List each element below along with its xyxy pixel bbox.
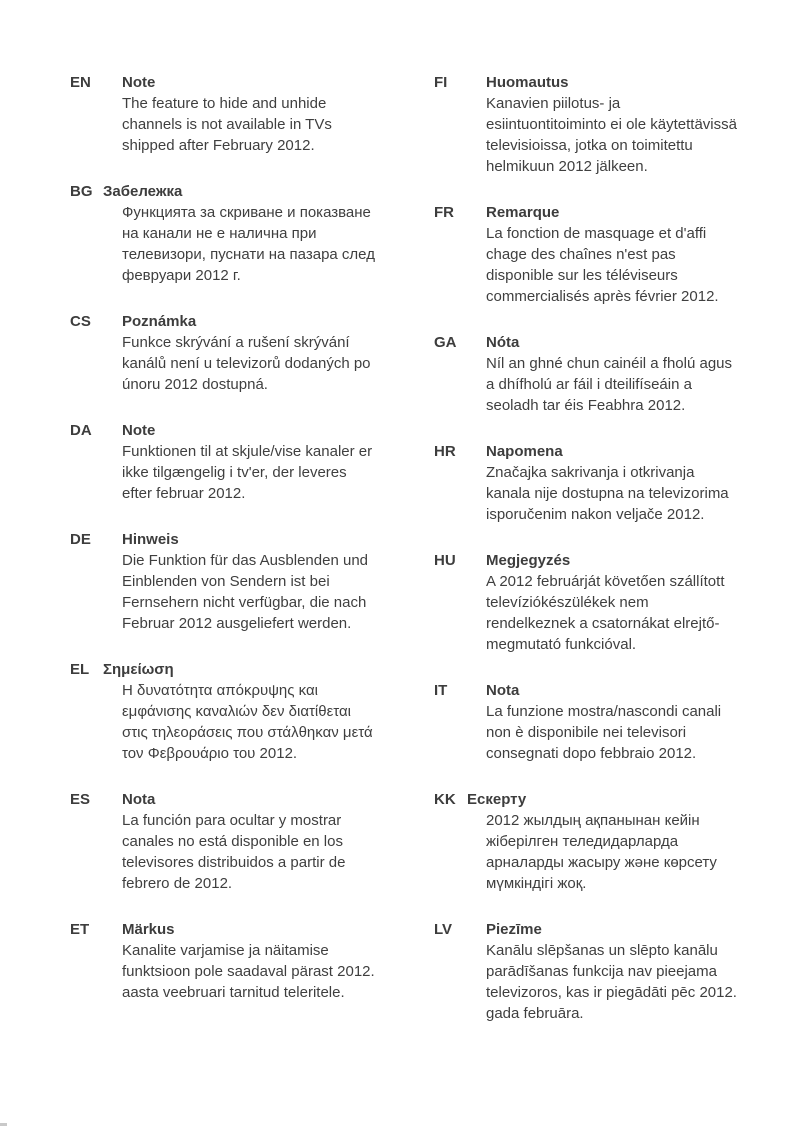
language-code: IT bbox=[434, 682, 448, 699]
note-heading: Poznámka bbox=[122, 313, 197, 330]
note-body: Níl an ghné chun cainéil a fholú agus a dhífholú ar fáil i dteilifíseáin a seoladh tar éis Feabhra 2012. bbox=[486, 355, 733, 414]
language-code: CS bbox=[70, 313, 91, 330]
note-entry-it bbox=[434, 680, 750, 764]
note-heading: Megjegyzés bbox=[486, 552, 571, 569]
note-heading: Nóta bbox=[486, 334, 520, 351]
note-body: Kanavien piilotus- ja esiintuontitoiminto ei ole käytettävissä televisioissa, jotka on toimitettu helmikuun 2012 jälkeen. bbox=[486, 95, 737, 175]
language-code: GA bbox=[434, 334, 457, 351]
note-body: Funkce skrývání a rušení skrývání kanálů není u televizorů dodaných po únoru 2012 dostupná. bbox=[122, 334, 371, 393]
note-entry-en bbox=[70, 72, 386, 156]
notes-column-right bbox=[434, 72, 750, 1049]
language-code: HR bbox=[434, 443, 456, 460]
language-code: EN bbox=[70, 74, 91, 91]
note-entry-fi bbox=[434, 72, 750, 177]
language-code: ET bbox=[70, 921, 90, 938]
note-entry-fr bbox=[434, 202, 750, 307]
note-body: Die Funktion für das Ausblenden und Einblenden von Sendern ist bei Fernsehern nicht verfügbar, die nach Februar 2012 ausgeliefert werden. bbox=[122, 552, 368, 632]
entry-header bbox=[434, 332, 750, 353]
language-code: HU bbox=[434, 552, 456, 569]
entry-header bbox=[434, 680, 750, 701]
note-heading: Piezīme bbox=[486, 921, 542, 938]
language-code: FR bbox=[434, 204, 454, 221]
note-heading: Napomena bbox=[486, 443, 563, 460]
note-heading: Ескерту bbox=[467, 791, 527, 808]
note-body: 2012 жылдың ақпанынан кейін жіберілген теледидарларда арналарды жасыру және көрсету мүмкіндігі жоқ. bbox=[486, 812, 717, 892]
entry-header bbox=[70, 659, 386, 680]
note-entry-es bbox=[70, 789, 386, 894]
page-edge-mark bbox=[0, 1123, 7, 1126]
entry-header bbox=[434, 550, 750, 571]
entry-header bbox=[70, 529, 386, 550]
note-heading: Σημείωση bbox=[103, 661, 174, 678]
note-body: Η δυνατότητα απόκρυψης και εμφάνισης καναλιών δεν διατίθεται στις τηλεοράσεις που στάλθηκαν μετά τον Φεβρουάριο του 2012. bbox=[122, 682, 373, 762]
note-heading: Huomautus bbox=[486, 74, 569, 91]
note-entry-hr bbox=[434, 441, 750, 525]
note-body: Značajka sakrivanja i otkrivanja kanala nije dostupna na televizorima isporučenim nakon veljače 2012. bbox=[486, 464, 729, 523]
note-body: Funktionen til at skjule/vise kanaler er ikke tilgængelig i tv'er, der leveres efter februar 2012. bbox=[122, 443, 373, 502]
note-entry-da bbox=[70, 420, 386, 504]
note-heading: Remarque bbox=[486, 204, 560, 221]
note-entry-ga bbox=[434, 332, 750, 416]
language-code: DE bbox=[70, 531, 91, 548]
note-heading: Забележка bbox=[103, 183, 183, 200]
note-heading: Note bbox=[122, 74, 156, 91]
note-body: La funzione mostra/nascondi canali non è disponibile nei televisori consegnati dopo febbraio 2012. bbox=[486, 703, 722, 762]
note-body: A 2012 februárját követően szállított televíziókészülékek nem rendelkeznek a csatornákat elrejtő-megmutató funkcióval. bbox=[486, 573, 725, 653]
note-heading: Hinweis bbox=[122, 531, 179, 548]
language-code: LV bbox=[434, 921, 453, 938]
entry-header bbox=[70, 919, 386, 940]
note-entry-kk bbox=[434, 789, 750, 894]
note-entry-et bbox=[70, 919, 386, 1003]
note-body: La función para ocultar y mostrar canales no está disponible en los televisores distribuidos a partir de febrero de 2012. bbox=[122, 812, 346, 892]
note-entry-lv bbox=[434, 919, 750, 1024]
note-heading: Nota bbox=[486, 682, 520, 699]
note-entry-el bbox=[70, 659, 386, 764]
entry-header bbox=[70, 72, 386, 93]
notes-column-left bbox=[70, 72, 386, 1028]
language-code: BG bbox=[70, 183, 93, 200]
note-heading: Nota bbox=[122, 791, 156, 808]
note-body: Kanālu slēpšanas un slēpto kanālu parādīšanas funkcija nav pieejama televizoros, kas ir piegādāti pēc 2012. gada februāra. bbox=[486, 942, 737, 1022]
entry-header bbox=[434, 441, 750, 462]
entry-header bbox=[434, 919, 750, 940]
language-code: ES bbox=[70, 791, 91, 808]
entry-header bbox=[70, 789, 386, 810]
language-code: DA bbox=[70, 422, 92, 439]
note-body: Функцията за скриване и показване на канали не е налична при телевизори, пуснати на пазара след февруари 2012 г. bbox=[122, 204, 375, 284]
note-body: La fonction de masquage et d'affi chage des chaînes n'est pas disponible sur les téléviseurs commercialisés après février 2012. bbox=[486, 225, 719, 305]
language-code: FI bbox=[434, 74, 448, 91]
language-code: EL bbox=[70, 661, 90, 678]
entry-header bbox=[70, 420, 386, 441]
entry-header bbox=[70, 311, 386, 332]
note-entry-hu bbox=[434, 550, 750, 655]
note-entry-cs bbox=[70, 311, 386, 395]
note-entry-de bbox=[70, 529, 386, 634]
language-code: KK bbox=[434, 791, 456, 808]
entry-header bbox=[70, 181, 386, 202]
entry-header bbox=[434, 202, 750, 223]
note-body: The feature to hide and unhide channels is not available in TVs shipped after February 2012. bbox=[122, 95, 332, 154]
note-heading: Note bbox=[122, 422, 156, 439]
entry-header bbox=[434, 789, 750, 810]
entry-header bbox=[434, 72, 750, 93]
note-body: Kanalite varjamise ja näitamise funktsioon pole saadaval pärast 2012. aasta veebruari tarnitud teleritele. bbox=[122, 942, 375, 1001]
note-entry-bg bbox=[70, 181, 386, 286]
note-heading: Märkus bbox=[122, 921, 175, 938]
